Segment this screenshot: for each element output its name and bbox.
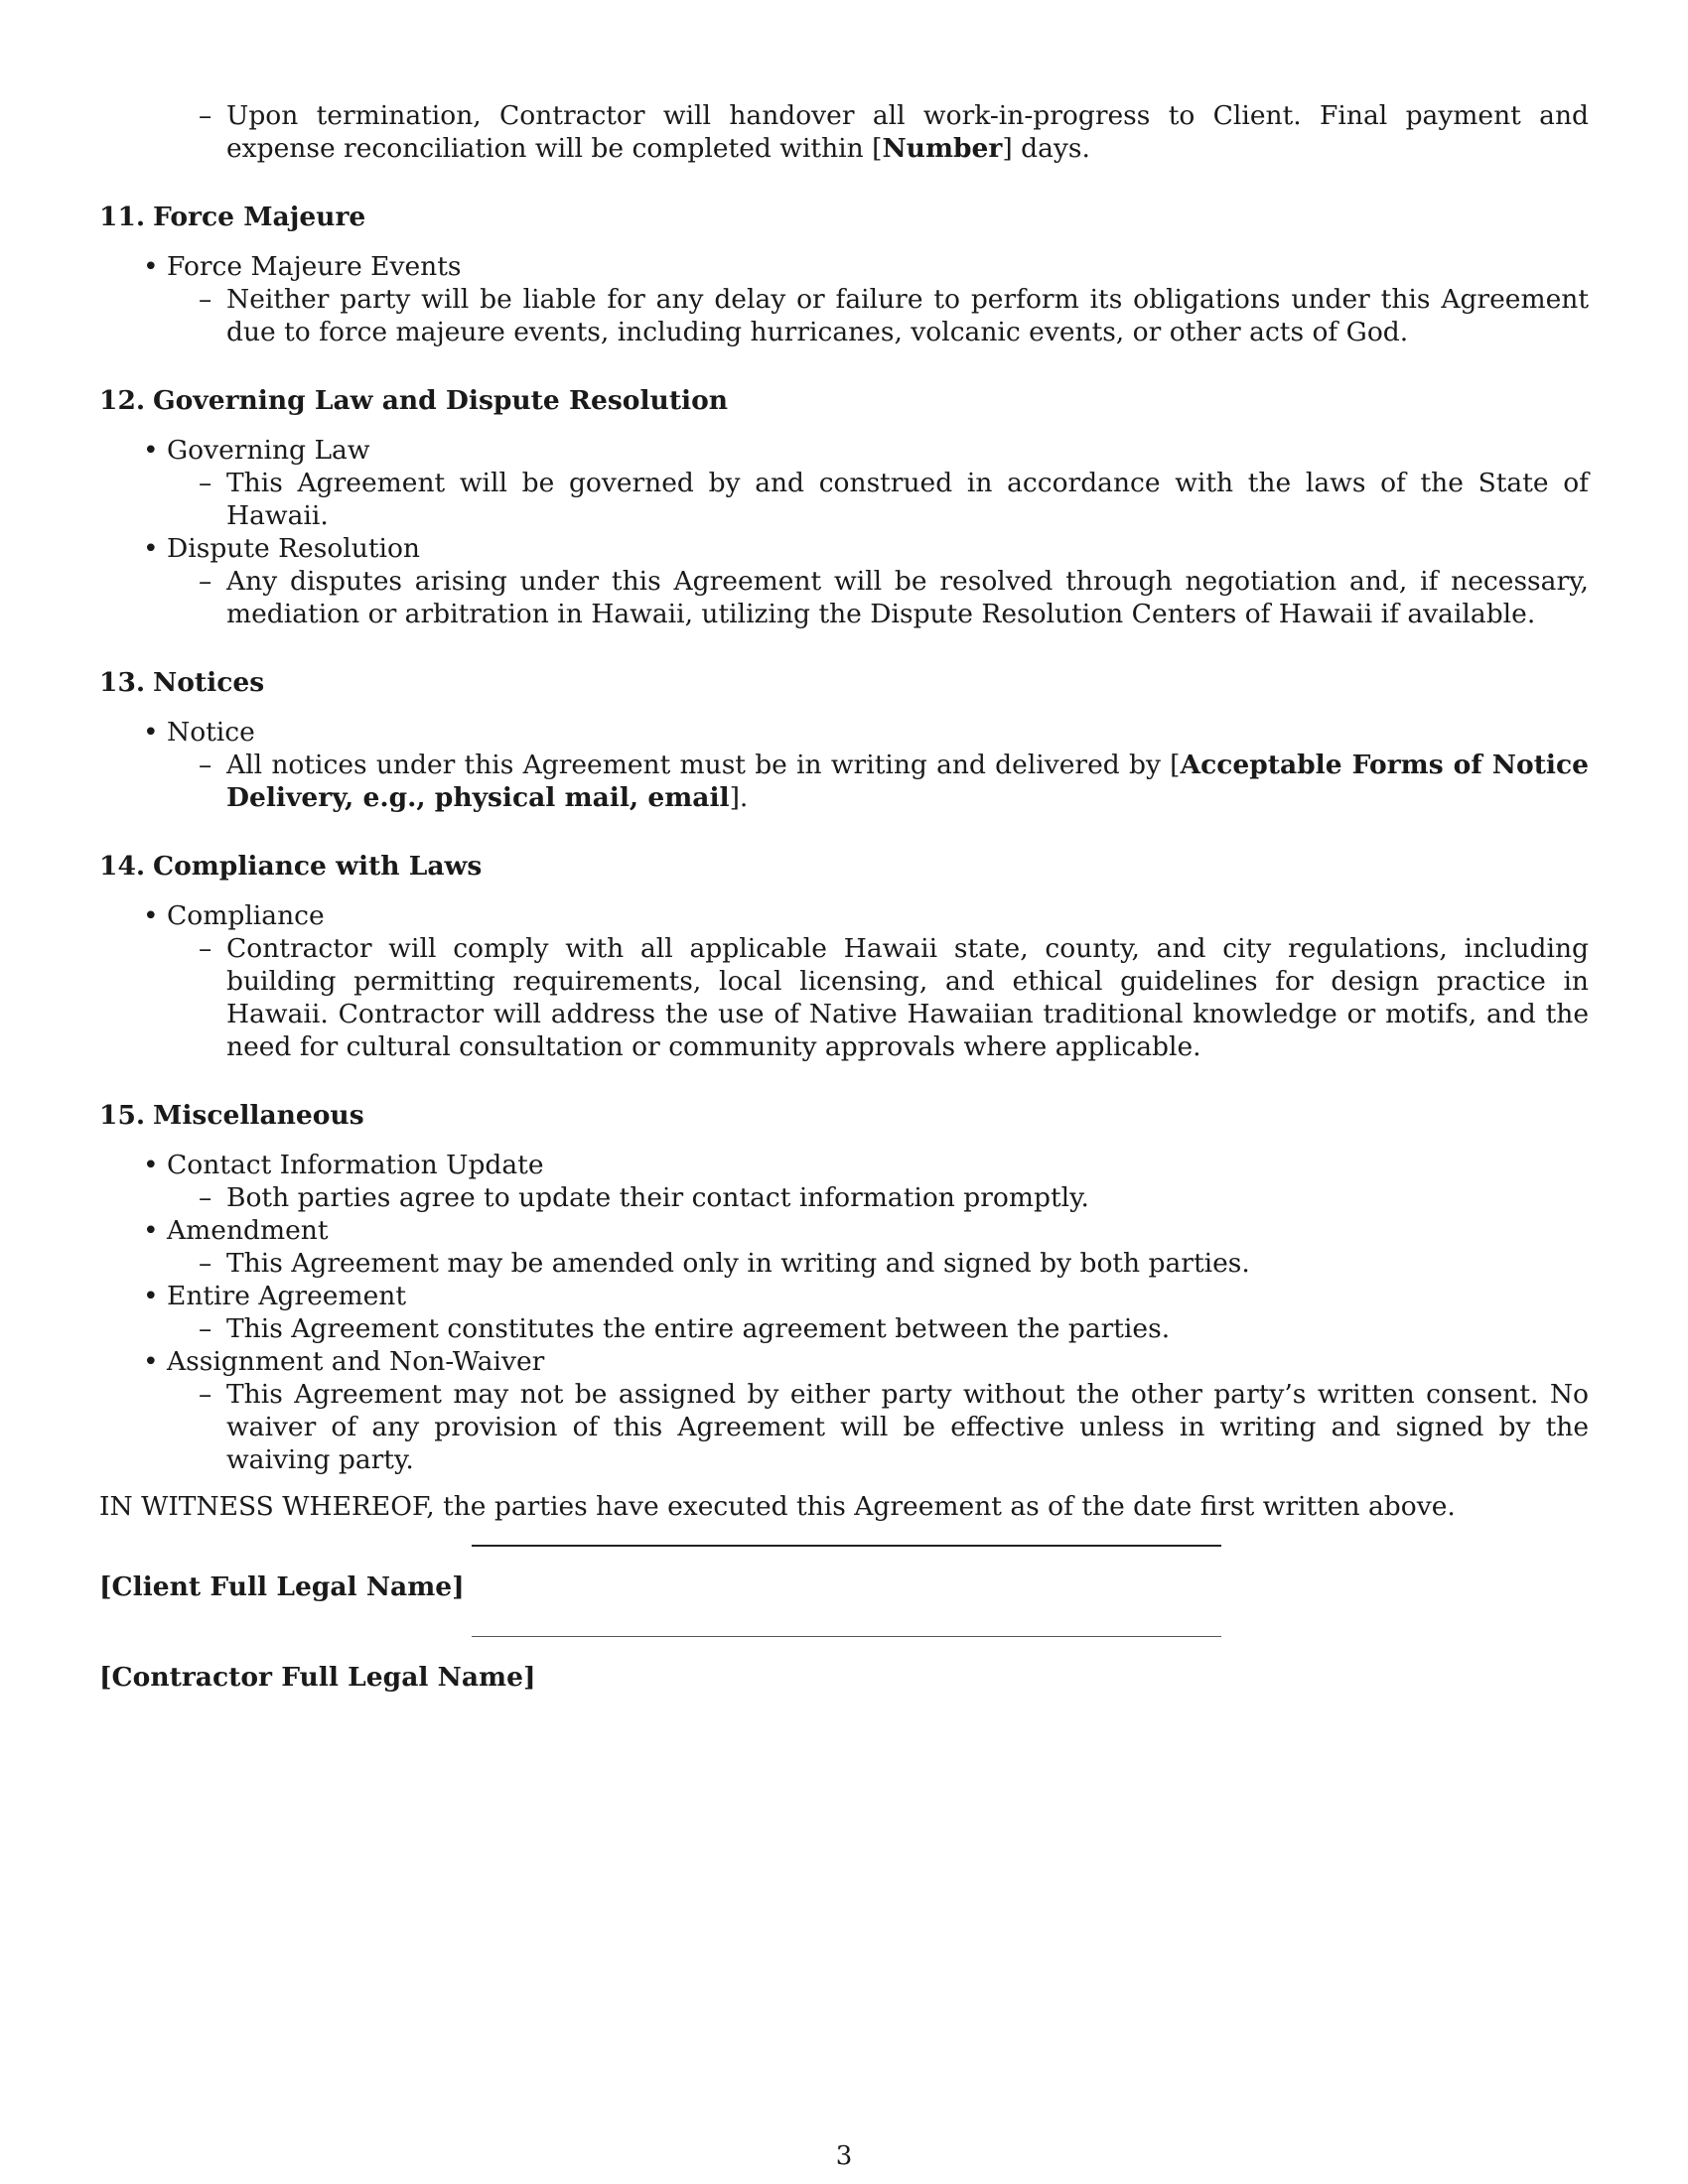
dash-marker: – xyxy=(199,284,212,315)
clause-text: Upon termination, Contractor will handover all work-in-progress to Client. Final payment and expense reconciliation will be completed within [ xyxy=(226,100,1589,164)
bullet-marker: • xyxy=(143,1281,159,1311)
item-text: Neither party will be liable for any delay or failure to perform its obligations under this Agreement due to force majeure events, including hurricanes, volcanic events, or other acts of God. xyxy=(226,284,1589,347)
section-title: Notices xyxy=(153,667,265,698)
bullet-marker: • xyxy=(143,900,159,931)
bullet-marker: • xyxy=(143,533,159,564)
placeholder-number: Number xyxy=(882,133,1003,164)
dash-marker: – xyxy=(199,566,212,597)
item-text: ]. xyxy=(729,782,749,813)
bracket: [ xyxy=(99,1571,112,1602)
item-label: Compliance xyxy=(167,900,325,931)
item-text: Both parties agree to update their contact information promptly. xyxy=(226,1182,1089,1213)
section-number: 13. xyxy=(99,667,146,698)
placeholder-notice-delivery: Acceptable Forms of Notice Delivery, e.g., physical mail, email xyxy=(226,750,1589,813)
item-label: Governing Law xyxy=(167,435,370,466)
witness-statement: IN WITNESS WHEREOF, the parties have executed this Agreement as of the date first written above. xyxy=(99,1491,1456,1522)
sub-list xyxy=(167,565,1589,630)
section-title: Force Majeure xyxy=(153,202,366,232)
list-item xyxy=(143,434,1589,467)
sub-list xyxy=(167,467,1589,532)
list-item xyxy=(143,1149,1589,1181)
dash-marker: – xyxy=(199,1248,212,1279)
dash-marker: – xyxy=(199,933,212,964)
section-heading xyxy=(99,384,1589,417)
item-text: Any disputes arising under this Agreement will be resolved through negotiation and, if necessary, mediation or arbitration in Hawaii, utilizing the Dispute Resolution Centers of Hawaii if available. xyxy=(226,566,1589,629)
section-notices xyxy=(99,666,1589,814)
contractor-name: Contractor Full Legal Name xyxy=(111,1662,523,1693)
client-signature-line xyxy=(472,1545,1221,1547)
sub-item xyxy=(199,1181,1589,1214)
bullet-marker: • xyxy=(143,1215,159,1246)
section-number: 15. xyxy=(99,1100,146,1131)
dash-marker: – xyxy=(199,1379,212,1410)
clause-text: ] days. xyxy=(1002,133,1090,164)
item-text: Contractor will comply with all applicable Hawaii state, county, and city regulations, including building permitting requirements, local licensing, and ethical guidelines for design practice in Hawaii. Contractor will address the use of Native Hawaiian traditional knowledge or motifs, and the need for cultural consultation or community approvals where applicable. xyxy=(226,933,1589,1062)
bullet-marker: • xyxy=(143,251,159,282)
sub-list xyxy=(167,1181,1589,1214)
dash-marker: – xyxy=(199,1182,212,1213)
contractor-name-placeholder xyxy=(99,1661,1589,1694)
section-compliance xyxy=(99,850,1589,1063)
section-heading xyxy=(99,1099,1589,1132)
section-title: Governing Law and Dispute Resolution xyxy=(153,385,729,416)
list-item xyxy=(143,250,1589,283)
bullet-marker: • xyxy=(143,1150,159,1180)
sub-item xyxy=(199,932,1589,1063)
sub-item xyxy=(199,565,1589,630)
sub-list xyxy=(167,1312,1589,1345)
sub-list xyxy=(167,749,1589,814)
sub-item xyxy=(199,749,1589,814)
bracket: ] xyxy=(452,1571,465,1602)
sub-item xyxy=(199,1312,1589,1345)
dash-marker: – xyxy=(199,468,212,498)
item-label: Contact Information Update xyxy=(167,1150,544,1180)
sub-list xyxy=(167,1378,1589,1476)
section-miscellaneous xyxy=(99,1099,1589,1476)
list-item xyxy=(143,1345,1589,1378)
list-item xyxy=(143,716,1589,749)
item-text: This Agreement may be amended only in writing and signed by both parties. xyxy=(226,1248,1250,1279)
document-page xyxy=(99,99,1589,1694)
section-force-majeure xyxy=(99,201,1589,348)
section-heading xyxy=(99,850,1589,883)
termination-handover-clause xyxy=(199,99,1589,165)
sub-item xyxy=(199,1378,1589,1476)
item-text: All notices under this Agreement must be in writing and delivered by [ xyxy=(226,750,1181,780)
dash-marker: – xyxy=(199,100,212,131)
bracket: ] xyxy=(522,1662,536,1693)
section-title: Compliance with Laws xyxy=(153,851,483,882)
section-number: 12. xyxy=(99,385,146,416)
bracket: [ xyxy=(99,1662,112,1693)
bullet-marker: • xyxy=(143,717,159,748)
bullet-marker: • xyxy=(143,1346,159,1377)
client-name: Client Full Legal Name xyxy=(111,1571,453,1602)
item-text: This Agreement constitutes the entire agreement between the parties. xyxy=(226,1313,1171,1344)
section-number: 11. xyxy=(99,202,146,232)
item-label: Force Majeure Events xyxy=(167,251,462,282)
item-label: Assignment and Non-Waiver xyxy=(167,1346,545,1377)
sub-list xyxy=(167,1247,1589,1280)
list-item xyxy=(143,1214,1589,1247)
item-label: Entire Agreement xyxy=(167,1281,406,1311)
item-label: Dispute Resolution xyxy=(167,533,420,564)
list-item xyxy=(143,1280,1589,1312)
item-label: Amendment xyxy=(167,1215,329,1246)
section-heading xyxy=(99,201,1589,233)
item-label: Notice xyxy=(167,717,255,748)
page-number: 3 xyxy=(835,2141,853,2171)
section-heading xyxy=(99,666,1589,699)
bullet-marker: • xyxy=(143,435,159,466)
sub-item xyxy=(199,1247,1589,1280)
dash-marker: – xyxy=(199,1313,212,1344)
contractor-signature-line xyxy=(472,1636,1221,1637)
section-governing-law xyxy=(99,384,1589,630)
item-text: This Agreement will be governed by and construed in accordance with the laws of the State of Hawaii. xyxy=(226,468,1589,531)
sub-list xyxy=(167,283,1589,348)
sub-item xyxy=(199,467,1589,532)
section-title: Miscellaneous xyxy=(153,1100,364,1131)
sub-item xyxy=(199,283,1589,348)
list-item xyxy=(143,532,1589,565)
client-name-placeholder xyxy=(99,1570,1589,1603)
sub-list xyxy=(167,932,1589,1063)
list-item xyxy=(143,899,1589,932)
dash-marker: – xyxy=(199,750,212,780)
section-number: 14. xyxy=(99,851,146,882)
item-text: This Agreement may not be assigned by either party without the other party’s written consent. No waiver of any provision of this Agreement will be effective unless in writing and signed by the waiving party. xyxy=(226,1379,1589,1475)
